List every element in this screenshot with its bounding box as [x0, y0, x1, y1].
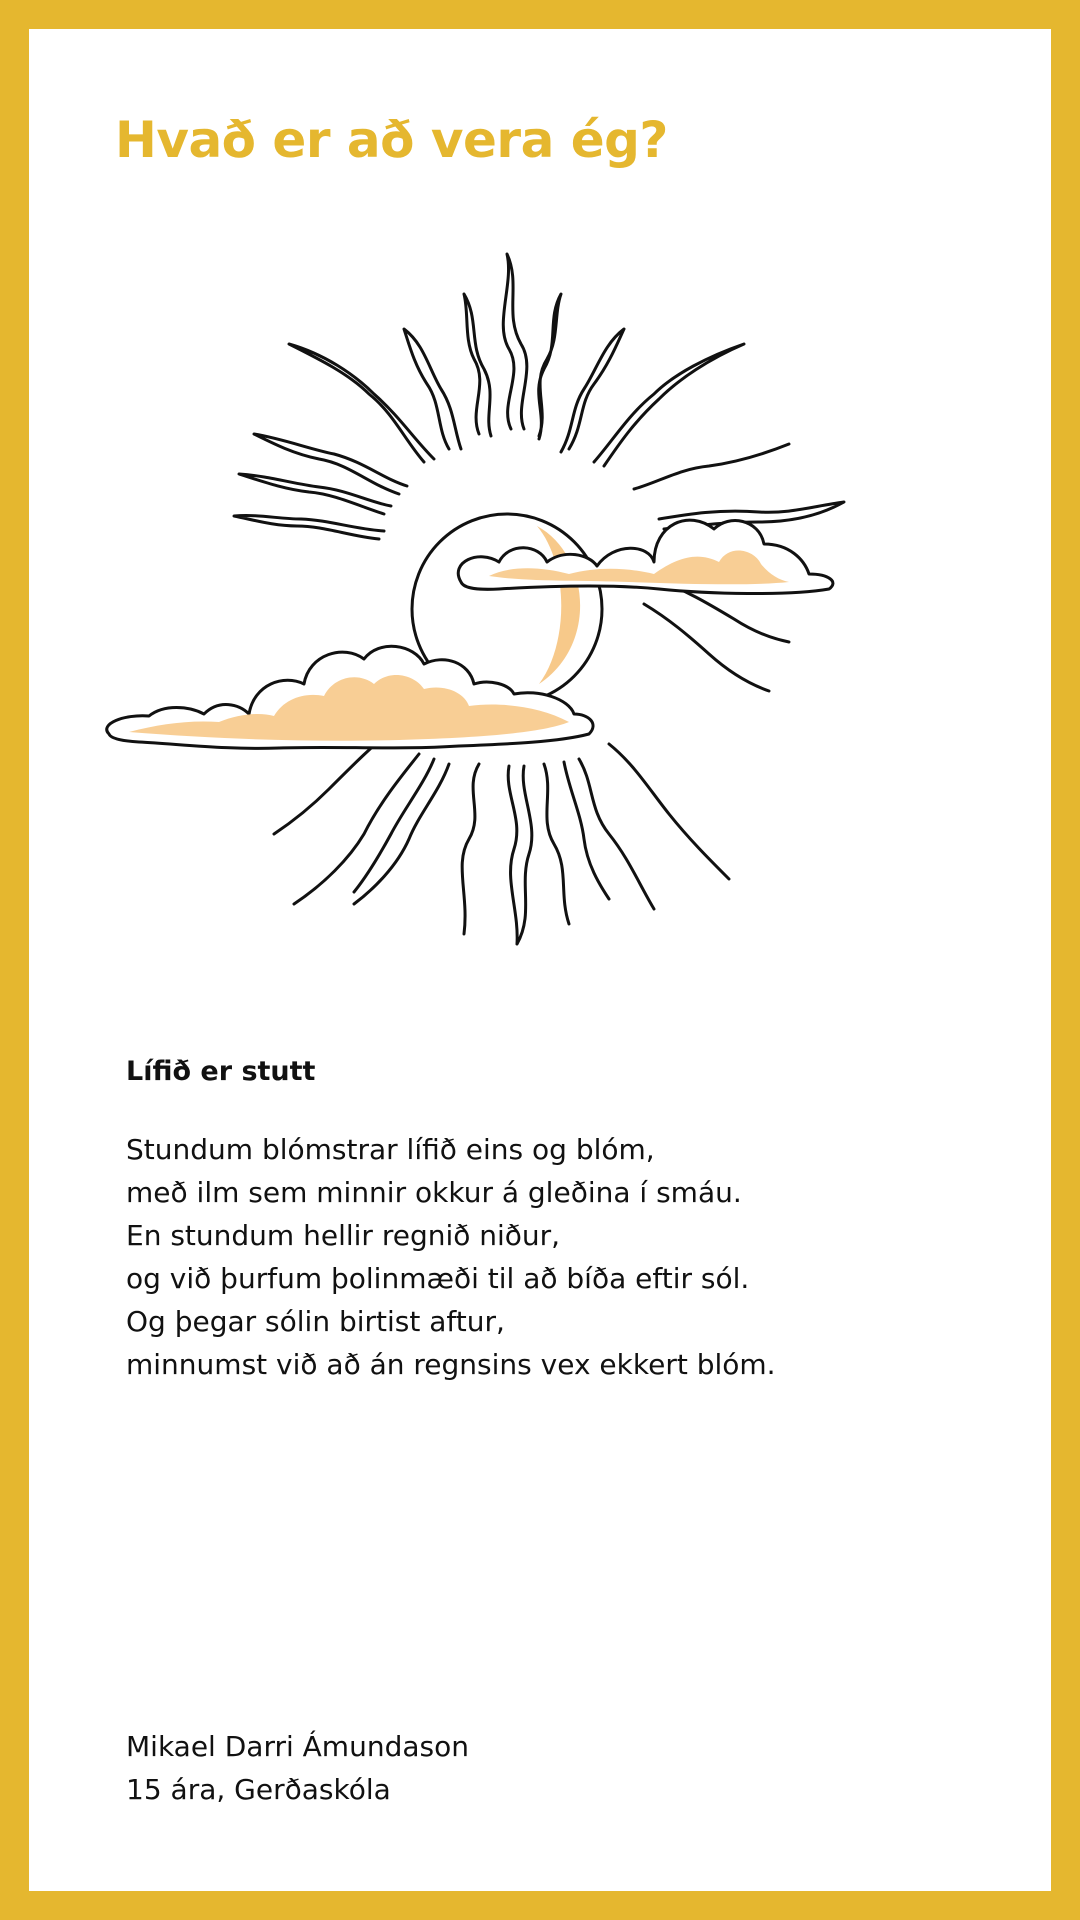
page-title: Hvað er að vera ég? [115, 111, 668, 169]
poem-line: Og þegar sólin birtist aftur, [126, 1305, 505, 1338]
sun-with-clouds-icon [69, 244, 969, 1024]
poem-body [126, 1128, 776, 1386]
poem-line: með ilm sem minnir okkur á gleðina í smáu. [126, 1176, 742, 1209]
author-name: Mikael Darri Ámundason [126, 1730, 469, 1763]
author-block [126, 1725, 469, 1811]
poem-title: Lífið er stutt [126, 1056, 316, 1087]
poem-line: minnumst við að án regnsins vex ekkert blóm. [126, 1348, 776, 1381]
poem-card [29, 29, 1051, 1891]
author-details: 15 ára, Gerðaskóla [126, 1773, 391, 1806]
poem-line: Stundum blómstrar lífið eins og blóm, [126, 1133, 655, 1166]
poem-line: En stundum hellir regnið niður, [126, 1219, 561, 1252]
poem-line: og við þurfum þolinmæði til að bíða eftir sól. [126, 1262, 750, 1295]
